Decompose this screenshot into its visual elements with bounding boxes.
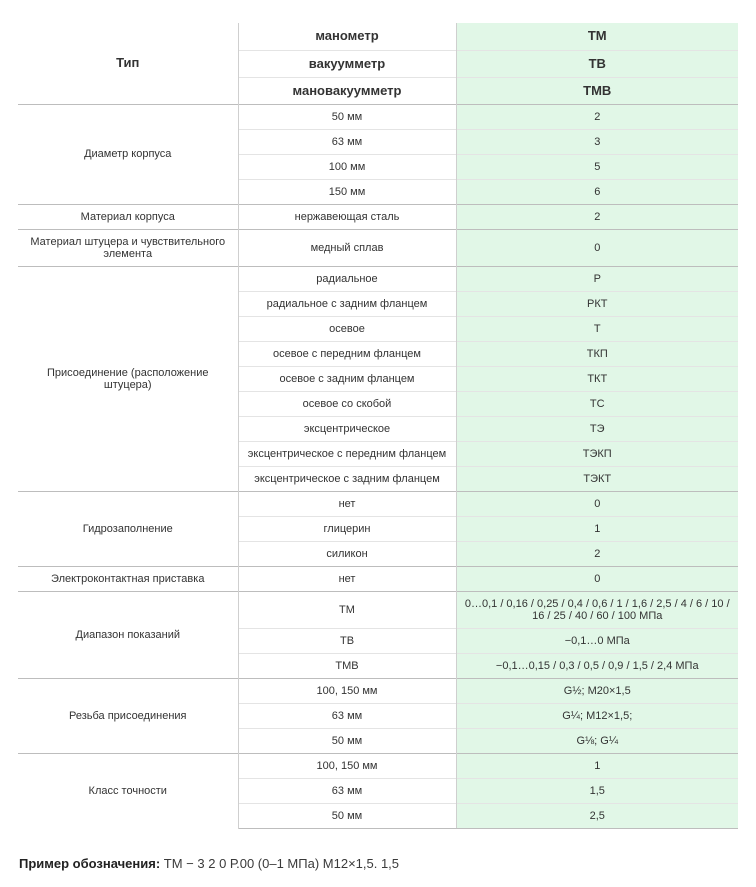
option-cell: ТМ [238, 591, 456, 628]
type-code-cell: ТМ [456, 23, 738, 50]
option-cell: силикон [238, 541, 456, 566]
code-cell: 1 [456, 753, 738, 778]
option-cell: эксцентрическое [238, 416, 456, 441]
type-code-cell: ТМВ [456, 77, 738, 104]
table-row [18, 266, 738, 291]
option-cell: нержавеющая сталь [238, 204, 456, 229]
parameter-label: Электроконтактная приставка [18, 566, 238, 591]
option-cell: нет [238, 566, 456, 591]
code-cell: ТЭ [456, 416, 738, 441]
code-cell: ТКП [456, 341, 738, 366]
parameter-label: Диапазон показаний [18, 591, 238, 678]
option-cell: нет [238, 491, 456, 516]
table-row [18, 229, 738, 266]
table-row [18, 491, 738, 516]
code-cell: 2 [456, 104, 738, 129]
parameter-label: Резьба присоединения [18, 678, 238, 753]
code-cell: 1 [456, 516, 738, 541]
option-cell: осевое с задним фланцем [238, 366, 456, 391]
parameter-label: Диаметр корпуса [18, 104, 238, 204]
code-cell: РКТ [456, 291, 738, 316]
code-cell: 2 [456, 204, 738, 229]
code-cell: −0,1…0 МПа [456, 628, 738, 653]
type-name-cell: мановакуумметр [238, 77, 456, 104]
code-cell: G½; M20×1,5 [456, 678, 738, 703]
code-cell: G¼; M12×1,5; [456, 703, 738, 728]
option-cell: осевое со скобой [238, 391, 456, 416]
type-name-cell: вакуумметр [238, 50, 456, 77]
parameter-label: Присоединение (расположение штуцера) [18, 266, 238, 491]
code-cell: 1,5 [456, 778, 738, 803]
option-cell: медный сплав [238, 229, 456, 266]
code-cell: G⅛; G¼ [456, 728, 738, 753]
table-row [18, 678, 738, 703]
parameter-label: Материал штуцера и чувствительного элемента [18, 229, 238, 266]
code-cell: 2,5 [456, 803, 738, 828]
designation-example [19, 856, 399, 871]
code-cell: 0 [456, 566, 738, 591]
table-row [18, 204, 738, 229]
code-cell: 6 [456, 179, 738, 204]
option-cell: 100, 150 мм [238, 753, 456, 778]
option-cell: эксцентрическое с задним фланцем [238, 466, 456, 491]
table-row [18, 566, 738, 591]
designation-table [18, 23, 738, 829]
option-cell: радиальное с задним фланцем [238, 291, 456, 316]
option-cell: 50 мм [238, 104, 456, 129]
example-label: Пример обозначения: [19, 856, 161, 871]
code-cell: 5 [456, 154, 738, 179]
option-cell: глицерин [238, 516, 456, 541]
parameter-label: Класс точности [18, 753, 238, 828]
code-cell: Р [456, 266, 738, 291]
code-cell: ТЭКТ [456, 466, 738, 491]
code-cell: 0…0,1 / 0,16 / 0,25 / 0,4 / 0,6 / 1 / 1,6 / 2,5 / 4 / 6 / 10 / 16 / 25 / 40 / 60 / 100 МПа [456, 591, 738, 628]
option-cell: 100 мм [238, 154, 456, 179]
code-cell: ТС [456, 391, 738, 416]
option-cell: 63 мм [238, 129, 456, 154]
code-cell: 0 [456, 491, 738, 516]
code-cell: 2 [456, 541, 738, 566]
code-cell: 0 [456, 229, 738, 266]
parameter-label: Материал корпуса [18, 204, 238, 229]
code-cell: ТКТ [456, 366, 738, 391]
option-cell: 100, 150 мм [238, 678, 456, 703]
type-name-cell: манометр [238, 23, 456, 50]
option-cell: осевое с передним фланцем [238, 341, 456, 366]
option-cell: осевое [238, 316, 456, 341]
code-cell: ТЭКП [456, 441, 738, 466]
table-row [18, 591, 738, 628]
code-cell: −0,1…0,15 / 0,3 / 0,5 / 0,9 / 1,5 / 2,4 МПа [456, 653, 738, 678]
option-cell: 50 мм [238, 728, 456, 753]
option-cell: 150 мм [238, 179, 456, 204]
type-code-cell: ТВ [456, 50, 738, 77]
option-cell: 63 мм [238, 778, 456, 803]
option-cell: ТМВ [238, 653, 456, 678]
code-cell: 3 [456, 129, 738, 154]
parameter-label: Гидрозаполнение [18, 491, 238, 566]
type-header-label: Тип [18, 23, 238, 104]
option-cell: 50 мм [238, 803, 456, 828]
option-cell: 63 мм [238, 703, 456, 728]
option-cell: эксцентрическое с передним фланцем [238, 441, 456, 466]
option-cell: ТВ [238, 628, 456, 653]
option-cell: радиальное [238, 266, 456, 291]
code-cell: Т [456, 316, 738, 341]
table-row [18, 753, 738, 778]
table-row [18, 104, 738, 129]
example-value: ТМ − 3 2 0 Р.00 (0–1 МПа) М12×1,5. 1,5 [163, 856, 400, 871]
